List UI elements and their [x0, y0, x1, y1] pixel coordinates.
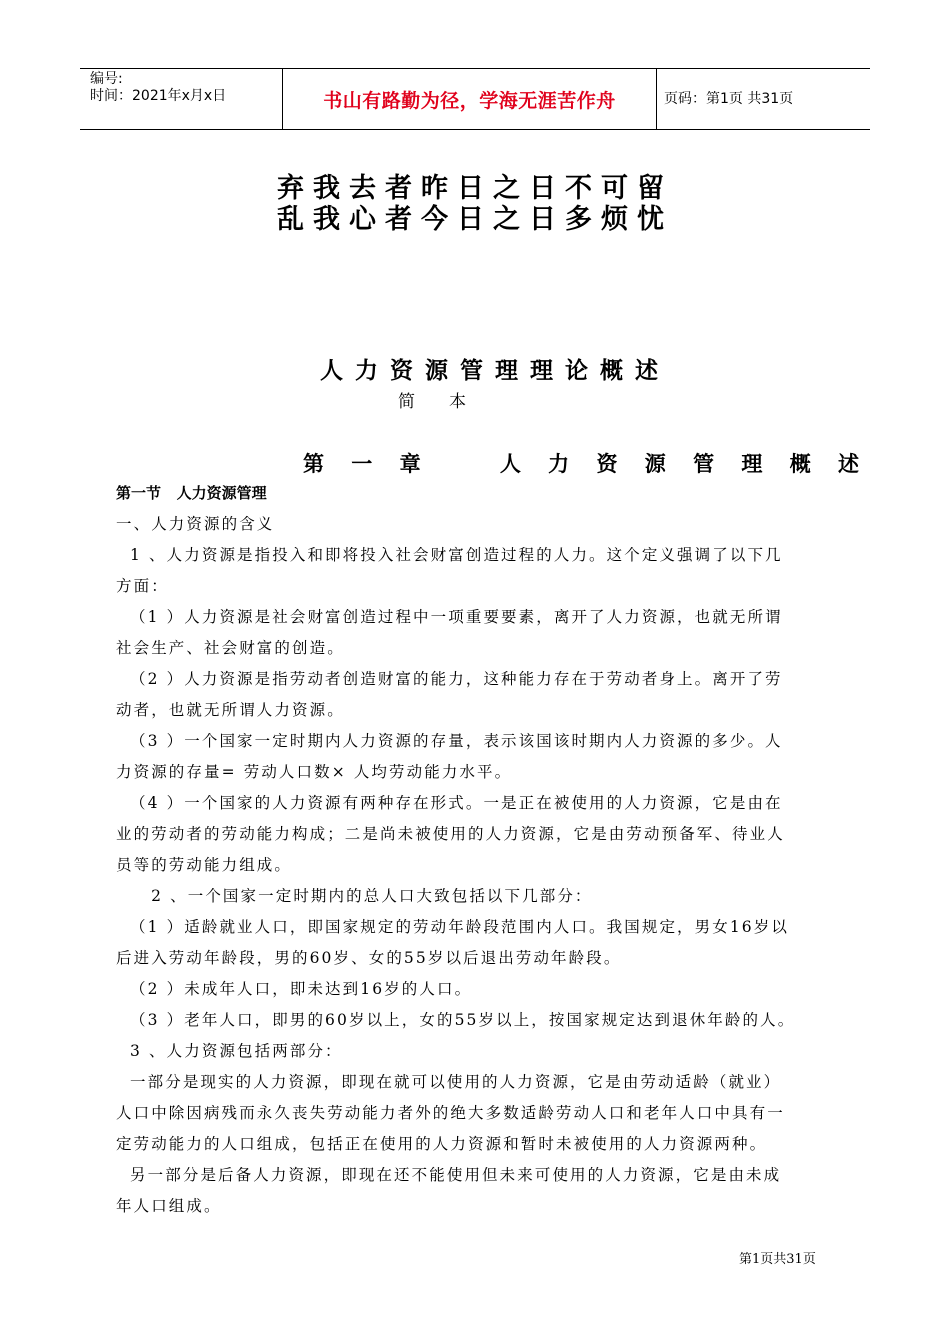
header-motto: 书山有路勤为径，学海无涯苦作舟 [323, 89, 616, 112]
text-line: （1 ）适龄就业人口，即国家规定的劳动年龄段范围内人口。我国规定，男女16岁以 [116, 918, 789, 936]
document-date-label: 时间：2021年x月x日 [90, 88, 227, 104]
text-line: （1 ）人力资源是社会财富创造过程中一项重要要素，离开了人力资源，也就无所谓 [116, 608, 783, 626]
text-line: 后进入劳动年龄段，男的60岁、女的55岁以后退出劳动年龄段。 [116, 949, 622, 967]
section-heading: 第一节 人力资源管理 [116, 484, 267, 502]
chapter-heading: 第 一 章 人 力 资 源 管 理 概 述 [303, 451, 870, 476]
text-line: 一、人力资源的含义 [116, 515, 275, 533]
header-info-cell [80, 69, 282, 129]
text-line: 1 、人力资源是指投入和即将投入社会财富创造过程的人力。这个定义强调了以下几 [116, 546, 783, 564]
text-line: 定劳动能力的人口组成，包括正在使用的人力资源和暂时未被使用的人力资源两种。 [116, 1135, 768, 1153]
text-line: （3 ）老年人口，即男的60岁以上，女的55岁以上，按国家规定达到退休年龄的人。 [116, 1011, 796, 1029]
text-line: 2 、一个国家一定时期内的总人口大致包括以下几部分： [116, 887, 593, 905]
text-line: 年人口组成。 [116, 1197, 222, 1215]
text-line: 一部分是现实的人力资源，即现在就可以使用的人力资源，它是由劳动适龄（就业） [116, 1073, 782, 1091]
footer-page-number: 第1页共31页 [739, 1252, 816, 1267]
text-line: 员等的劳动能力组成。 [116, 856, 293, 874]
header-motto-cell [282, 69, 657, 129]
document-title: 人力资源管理理论概述 [320, 357, 670, 384]
text-line: （2 ）人力资源是指劳动者创造财富的能力，这种能力存在于劳动者身上。离开了劳 [116, 670, 783, 688]
text-line: 动者，也就无所谓人力资源。 [116, 701, 345, 719]
poem-line-1: 弃我去者昨日之日不可留 [277, 173, 673, 204]
text-line: （2 ）未成年人口，即未达到16岁的人口。 [116, 980, 473, 998]
text-line: （3 ）一个国家一定时期内人力资源的存量，表示该国该时期内人力资源的多少。人 [116, 732, 783, 750]
text-line: 方面： [116, 577, 169, 595]
text-line: 业的劳动者的劳动能力构成；二是尚未被使用的人力资源，它是由劳动预备军、待业人 [116, 825, 785, 843]
text-line: 人口中除因病残而永久丧失劳动能力者外的绝大多数适龄劳动人口和老年人口中具有一 [116, 1104, 785, 1122]
page-header [80, 68, 870, 130]
text-line: （4 ）一个国家的人力资源有两种存在形式。一是正在被使用的人力资源，它是由在 [116, 794, 783, 812]
text-line: 另一部分是后备人力资源，即现在还不能使用但未来可使用的人力资源，它是由未成 [116, 1166, 782, 1184]
text-line: 社会生产、社会财富的创造。 [116, 639, 345, 657]
document-subtitle: 简本 [398, 392, 500, 412]
header-page-cell [656, 69, 870, 129]
text-line: 3 、人力资源包括两部分： [116, 1042, 343, 1060]
header-page-number: 页码：第1页 共31页 [664, 90, 794, 107]
document-code-label: 编号: [90, 71, 123, 87]
text-line: 力资源的存量= 劳动人口数× 人均劳动能力水平。 [116, 763, 513, 781]
poem-line-2: 乱我心者今日之日多烦忧 [277, 204, 673, 235]
